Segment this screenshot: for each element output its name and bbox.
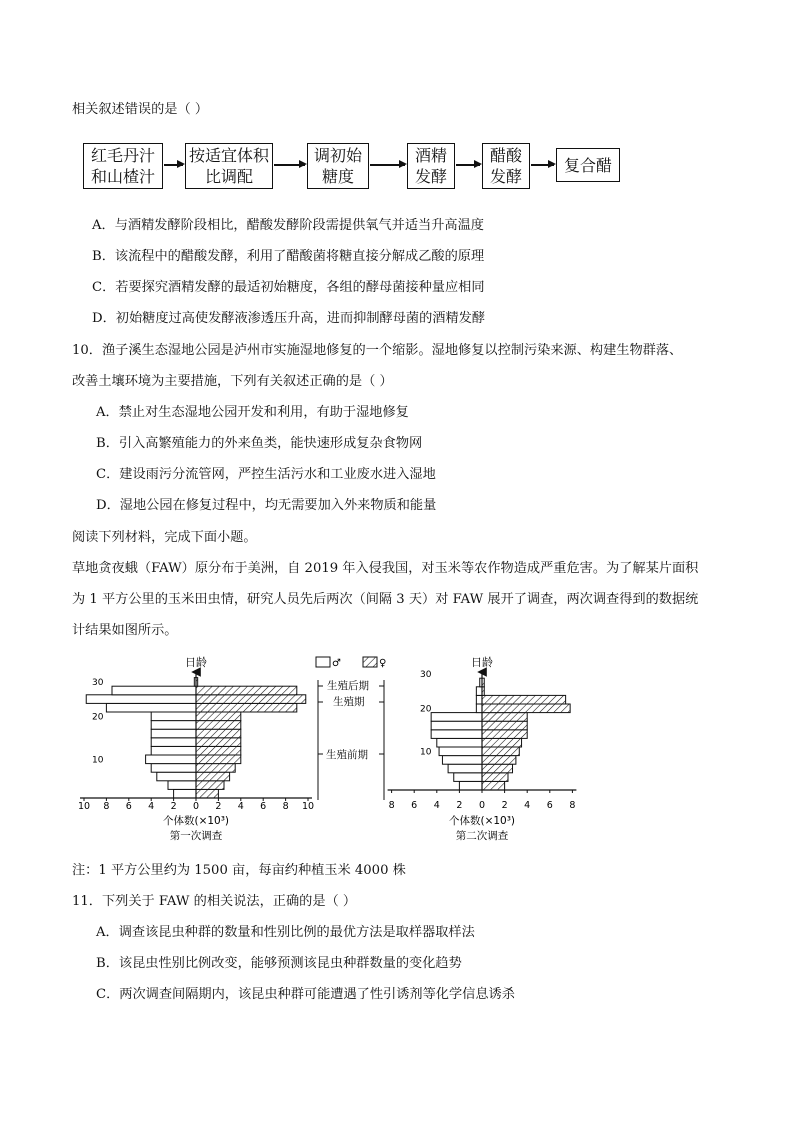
female-bar: [196, 686, 297, 695]
flow-arrow: [164, 164, 183, 166]
male-bar: [459, 781, 482, 790]
female-bar: [196, 738, 241, 747]
female-bar: [482, 773, 508, 782]
flow-step-sugar: 调初始糖度: [307, 143, 369, 189]
x-axis-label: 个体数(×10³): [162, 815, 230, 827]
legend-male-swatch: [316, 657, 330, 667]
female-bar: [196, 721, 241, 730]
female-bar: [196, 755, 241, 764]
q9-option-c: C．若要探究酒精发酵的最适初始糖度，各组的酵母菌接种量应相同: [92, 280, 485, 295]
material-intro: 阅读下列材料，完成下面小题。: [72, 530, 257, 545]
flow-arrow: [456, 164, 480, 166]
chart-title: 第二次调查: [455, 830, 509, 842]
q11-option-b: B．该昆虫性别比例改变，能够预测该昆虫种群数量的变化趋势: [96, 956, 462, 971]
q9-option-d: D．初始糖度过高使发酵液渗透压升高，进而抑制酵母菌的酒精发酵: [92, 311, 486, 326]
stage-label-post-reproductive: 生殖后期: [327, 680, 369, 692]
male-bar: [106, 703, 196, 712]
female-bar: [482, 756, 516, 765]
chart-second-survey: [388, 655, 577, 842]
male-bar: [151, 729, 196, 738]
female-bar: [482, 781, 505, 790]
q9-option-a: A．与酒精发酵阶段相比，醋酸发酵阶段需提供氧气并适当升高温度: [92, 218, 484, 233]
q10-option-a: A．禁止对生态湿地公园开发和利用，有助于湿地修复: [96, 405, 409, 420]
legend-female-swatch: [363, 657, 377, 667]
x-tick-label: 4: [148, 801, 155, 812]
material-paragraph-line1: 草地贪夜蛾（FAW）原分布于美洲，自 2019 年入侵我国，对玉米等农作物造成严重危害。为了解某片面积: [72, 561, 699, 576]
flow-arrow: [531, 164, 554, 166]
q11-option-a: A．调查该昆虫种群的数量和性别比例的最优方法是取样器取样法: [96, 925, 475, 940]
y-tick-label: 20: [420, 704, 432, 715]
x-tick-label: 6: [125, 801, 132, 812]
male-bar: [431, 730, 482, 739]
material-paragraph-line3: 计结果如图所示。: [72, 623, 178, 638]
x-tick-label: 2: [170, 801, 177, 812]
male-bar: [112, 686, 196, 695]
female-bar: [482, 738, 522, 747]
figure-note: 注：1 平方公里约为 1500 亩，每亩约种植玉米 4000 株: [72, 863, 406, 878]
x-tick-label: 8: [569, 800, 576, 811]
q11-stem: 11．下列关于 FAW 的相关说法，正确的是（ ）: [72, 894, 357, 909]
age-pyramid-figure: [0, 650, 794, 850]
female-bar: [196, 746, 241, 755]
y-tick-label: 30: [92, 677, 104, 688]
x-tick-label: 6: [546, 800, 553, 811]
flow-arrow: [274, 164, 305, 166]
flow-step-mix: 按适宜体积比调配: [185, 143, 273, 189]
x-tick-label: 4: [237, 801, 244, 812]
y-tick-label: 10: [92, 755, 104, 766]
x-tick-label: 4: [524, 800, 531, 811]
x-tick-label: 6: [260, 801, 267, 812]
female-bar: [482, 704, 570, 713]
male-bar: [151, 764, 196, 773]
female-bar: [482, 764, 513, 773]
x-tick-label: 2: [215, 801, 222, 812]
female-bar: [482, 747, 519, 756]
y-tick-label: 20: [92, 712, 104, 723]
female-bar: [196, 764, 235, 773]
male-bar: [476, 704, 482, 713]
male-bar: [151, 738, 196, 747]
male-bar: [448, 764, 482, 773]
male-bar: [442, 756, 482, 765]
x-tick-label: 0: [192, 801, 200, 812]
x-tick-label: 8: [388, 800, 395, 811]
male-bar: [439, 747, 482, 756]
y-tick-label: 10: [420, 747, 432, 758]
female-bar: [196, 781, 224, 790]
flow-step-vinegar: 复合醋: [556, 148, 620, 182]
female-bar: [196, 729, 241, 738]
x-tick-label: 10: [77, 801, 91, 812]
x-tick-label: 8: [282, 801, 289, 812]
female-bar: [196, 703, 297, 712]
male-bar: [151, 721, 196, 730]
x-tick-label: 8: [103, 801, 110, 812]
male-bar: [151, 712, 196, 721]
x-tick-label: 10: [301, 801, 315, 812]
q11-option-c: C．两次调查间隔期内，该昆虫种群可能遭遇了性引诱剂等化学信息诱杀: [96, 987, 515, 1002]
y-axis-label: 日龄: [471, 656, 493, 669]
x-axis-label: 个体数(×10³): [448, 815, 516, 827]
female-bar: [482, 730, 527, 739]
x-tick-label: 0: [478, 800, 486, 811]
stage-label-reproductive: 生殖期: [333, 696, 365, 708]
flow-step-acetic: 醋酸发酵: [482, 143, 530, 189]
x-tick-label: 4: [433, 800, 440, 811]
female-bar: [482, 713, 527, 722]
female-bar: [196, 695, 306, 704]
chart-first-survey: [78, 655, 314, 842]
female-bar: [482, 721, 527, 730]
male-bar: [437, 738, 482, 747]
female-bar: [196, 772, 230, 781]
male-bar: [476, 695, 482, 704]
x-tick-label: 2: [501, 800, 508, 811]
male-bar: [174, 789, 196, 798]
flow-step-juice: 红毛丹汁和山楂汁: [83, 143, 163, 189]
y-axis-label: 日龄: [185, 656, 207, 669]
male-bar: [168, 781, 196, 790]
male-bar: [86, 695, 196, 704]
q9-stem-tail: 相关叙述错误的是（ ）: [72, 102, 209, 117]
male-bar: [431, 721, 482, 730]
q10-stem-line2: 改善土壤环境为主要措施，下列有关叙述正确的是（ ）: [72, 374, 393, 389]
stage-label-pre-reproductive: 生殖前期: [326, 749, 368, 761]
x-tick-label: 6: [411, 800, 418, 811]
material-paragraph-line2: 为 1 平方公里的玉米田虫情，研究人员先后两次（间隔 3 天）对 FAW 展开了调查，两次调查得到的数据统: [72, 592, 699, 607]
y-tick-label: 30: [420, 669, 432, 680]
q9-option-b: B．该流程中的醋酸发酵，利用了醋酸菌将糖直接分解成乙酸的原理: [92, 249, 485, 264]
male-bar: [476, 687, 482, 696]
male-bar: [146, 755, 196, 764]
male-bar: [157, 772, 196, 781]
male-bar: [454, 773, 482, 782]
legend-female-label: ♀: [379, 658, 387, 669]
q10-option-b: B．引入高繁殖能力的外来鱼类，能快速形成复杂食物网: [96, 436, 423, 451]
male-bar: [431, 713, 482, 722]
flow-arrow: [370, 164, 405, 166]
q10-option-d: D．湿地公园在修复过程中，均无需要加入外来物质和能量: [96, 498, 437, 513]
female-bar: [196, 712, 241, 721]
male-bar: [151, 746, 196, 755]
female-bar: [482, 695, 566, 704]
flow-step-alcohol: 酒精发酵: [407, 143, 455, 189]
q10-option-c: C．建设雨污分流管网，严控生活污水和工业废水进入湿地: [96, 467, 436, 482]
legend-male-label: ♂: [332, 658, 341, 669]
female-bar: [196, 789, 218, 798]
chart-title: 第一次调查: [169, 830, 223, 842]
x-tick-label: 2: [456, 800, 463, 811]
q10-stem-line1: 10．渔子溪生态湿地公园是泸州市实施湿地修复的一个缩影。湿地修复以控制污染来源、构建生物群落、: [72, 343, 683, 358]
